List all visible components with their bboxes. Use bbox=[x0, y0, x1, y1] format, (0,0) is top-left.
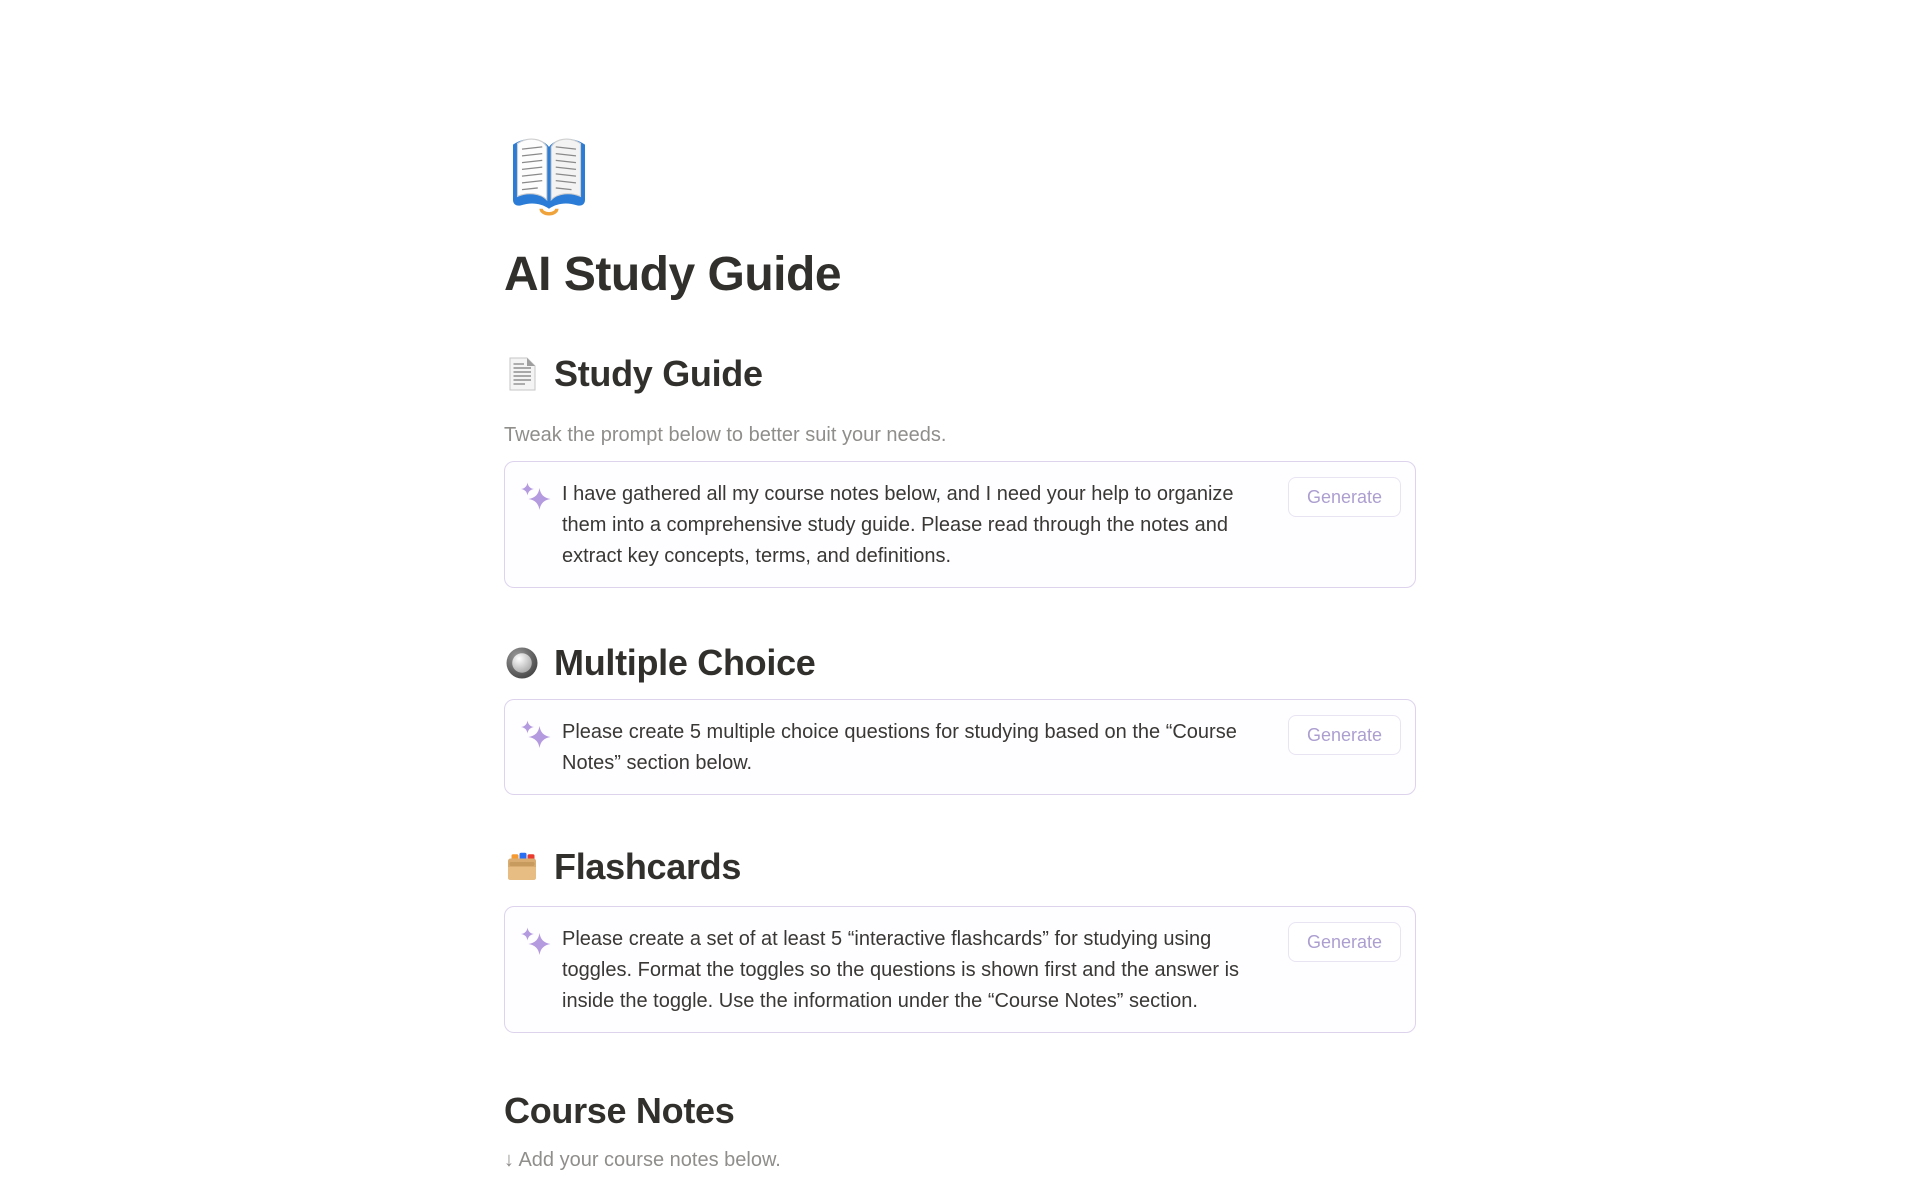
notion-page-content bbox=[504, 0, 1416, 1174]
page-title: AI Study Guide bbox=[504, 248, 842, 301]
heading-label: Flashcards bbox=[554, 846, 742, 887]
generate-button[interactable]: Generate bbox=[1288, 922, 1401, 962]
heading-flashcards bbox=[504, 845, 1416, 889]
study-guide-hint: Tweak the prompt below to better suit your needs. bbox=[504, 424, 947, 446]
generate-button[interactable]: Generate bbox=[1288, 477, 1401, 517]
heading-study-guide bbox=[504, 352, 1416, 396]
heading-multiple-choice bbox=[504, 641, 1416, 685]
course-notes-hint: ↓ Add your course notes below. bbox=[504, 1149, 781, 1171]
ai-prompt-text[interactable]: I have gathered all my course notes below, and I need your help to organize them into a comprehensive study guide. Please read through the notes and extract key concepts, terms, and definitions. bbox=[562, 483, 1234, 567]
heading-label: Multiple Choice bbox=[554, 642, 816, 683]
card-index-dividers-icon bbox=[504, 849, 540, 885]
ai-prompt-block-study-guide bbox=[504, 461, 1416, 588]
ai-prompt-text[interactable]: Please create a set of at least 5 “interactive flashcards” for studying using toggles. Format the toggles so the questions is shown first and the answer is inside the toggle. Use the information under the “Course Notes” section. bbox=[562, 928, 1240, 1012]
ai-sparkle-icon bbox=[518, 481, 552, 515]
radio-button-icon bbox=[504, 645, 540, 681]
open-book-icon[interactable] bbox=[504, 130, 594, 220]
generate-button[interactable]: Generate bbox=[1288, 715, 1401, 755]
ai-prompt-block-multiple-choice bbox=[504, 699, 1416, 795]
heading-label: Study Guide bbox=[554, 353, 763, 394]
page-facing-up-icon bbox=[504, 356, 540, 392]
ai-sparkle-icon bbox=[518, 926, 552, 960]
ai-sparkle-icon bbox=[518, 719, 552, 753]
heading-course-notes bbox=[504, 1089, 1416, 1133]
ai-prompt-text[interactable]: Please create 5 multiple choice questions for studying based on the “Course Notes” section below. bbox=[562, 721, 1237, 774]
ai-prompt-block-flashcards bbox=[504, 906, 1416, 1033]
heading-label: Course Notes bbox=[504, 1090, 735, 1131]
